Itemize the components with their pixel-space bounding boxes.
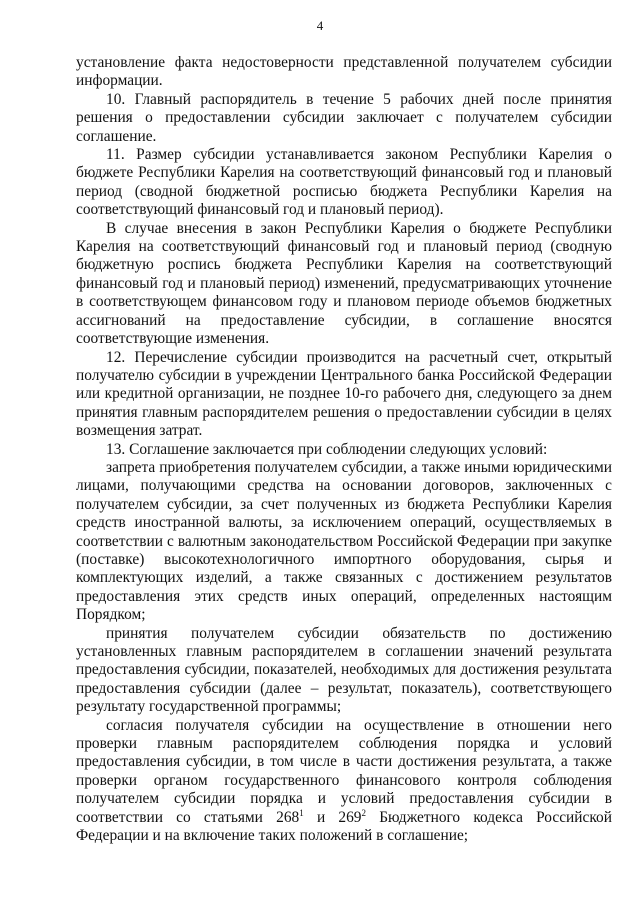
condition-currency-ban: запрета приобретения получателем субсидии, а также иными юридическими лицами, получающими средства на основании договоров, заключенных с получателем субсидии, за счет полученных из бюджета Республики Карелия средств иностранной валюты, за исключением операций, осуществляемых в соответствии с валютным законодательством Российской Федерации при закупке (поставке) высокотехнологичного импортного оборудования, сырья и комплектующих изделий, а также связанных с достижением результатов предоставления этих средств иных операций, определенных настоящим Порядком; (76, 458, 612, 624)
paragraph-10-contract: 10. Главный распорядитель в течение 5 рабочих дней после принятия решения о предоставлении субсидии заключает с получателем субсидии соглашение. (76, 90, 612, 145)
article-268-superscript: 1 (299, 807, 304, 818)
paragraph-11-subsidy-amount: 11. Размер субсидии устанавливается законом Республики Карелия о бюджете Республики Карелия на соответствующий финансовый год и плановый период (сводной бюджетной росписью бюджета Республики Карелия на соответствующий финансовый год и плановый период). (76, 146, 612, 219)
paragraph-budget-changes: В случае внесения в закон Республики Карелия о бюджете Республики Карелия на соответствующий финансовый год и плановый период (сводную бюджетную роспись бюджета Республики Карелия на соответствующий финансовый год и плановый период) изменений, предусматривающих уточнение в соответствующем финансовом году и плановом периоде объемов бюджетных ассигнований на предоставление субсидии, в соглашение вносятся соответствующие изменения. (76, 219, 612, 348)
document-body (76, 54, 612, 845)
audit-consent-text-middle: и 269 (303, 808, 362, 826)
audit-consent-text-start: согласия получателя субсидии на осуществление в отношении него проверки главным распорядителем соблюдения порядка и условий предоставления субсидии, в том числе в части достижения результата, а также проверки органом государственного финансового контроля соблюдения получателем субсидии порядка и условий предоставления субсидии в соответствии со статьями 268 (76, 716, 612, 826)
paragraph-continuation: установление факта недостоверности представленной получателем субсидии информации. (76, 54, 612, 90)
audit-consent-text-end: Бюджетного кодекса Российской Федерации и на включение таких положений в соглашение; (76, 808, 612, 845)
paragraph-12-transfer: 12. Перечисление субсидии производится на расчетный счет, открытый получателю субсидии в учреждении Центрального банка Российской Федерации или кредитной организации, не позднее 10-го рабочего дня, следующего за днем принятия главным распорядителем решения о предоставлении субсидии в целях возмещения затрат. (76, 348, 612, 440)
condition-audit-consent (76, 717, 612, 846)
page-number: 4 (316, 18, 324, 33)
condition-result-obligations: принятия получателем субсидии обязательств по достижению установленных главным распорядителем в соглашении значений результата предоставления субсидии, показателей, необходимых для достижения результата предоставления субсидии (далее – результат, показатель), соответствующего результату государственной программы; (76, 624, 612, 716)
paragraph-13-conditions: 13. Соглашение заключается при соблюдении следующих условий: (106, 440, 548, 458)
article-269-superscript: 2 (361, 807, 366, 818)
